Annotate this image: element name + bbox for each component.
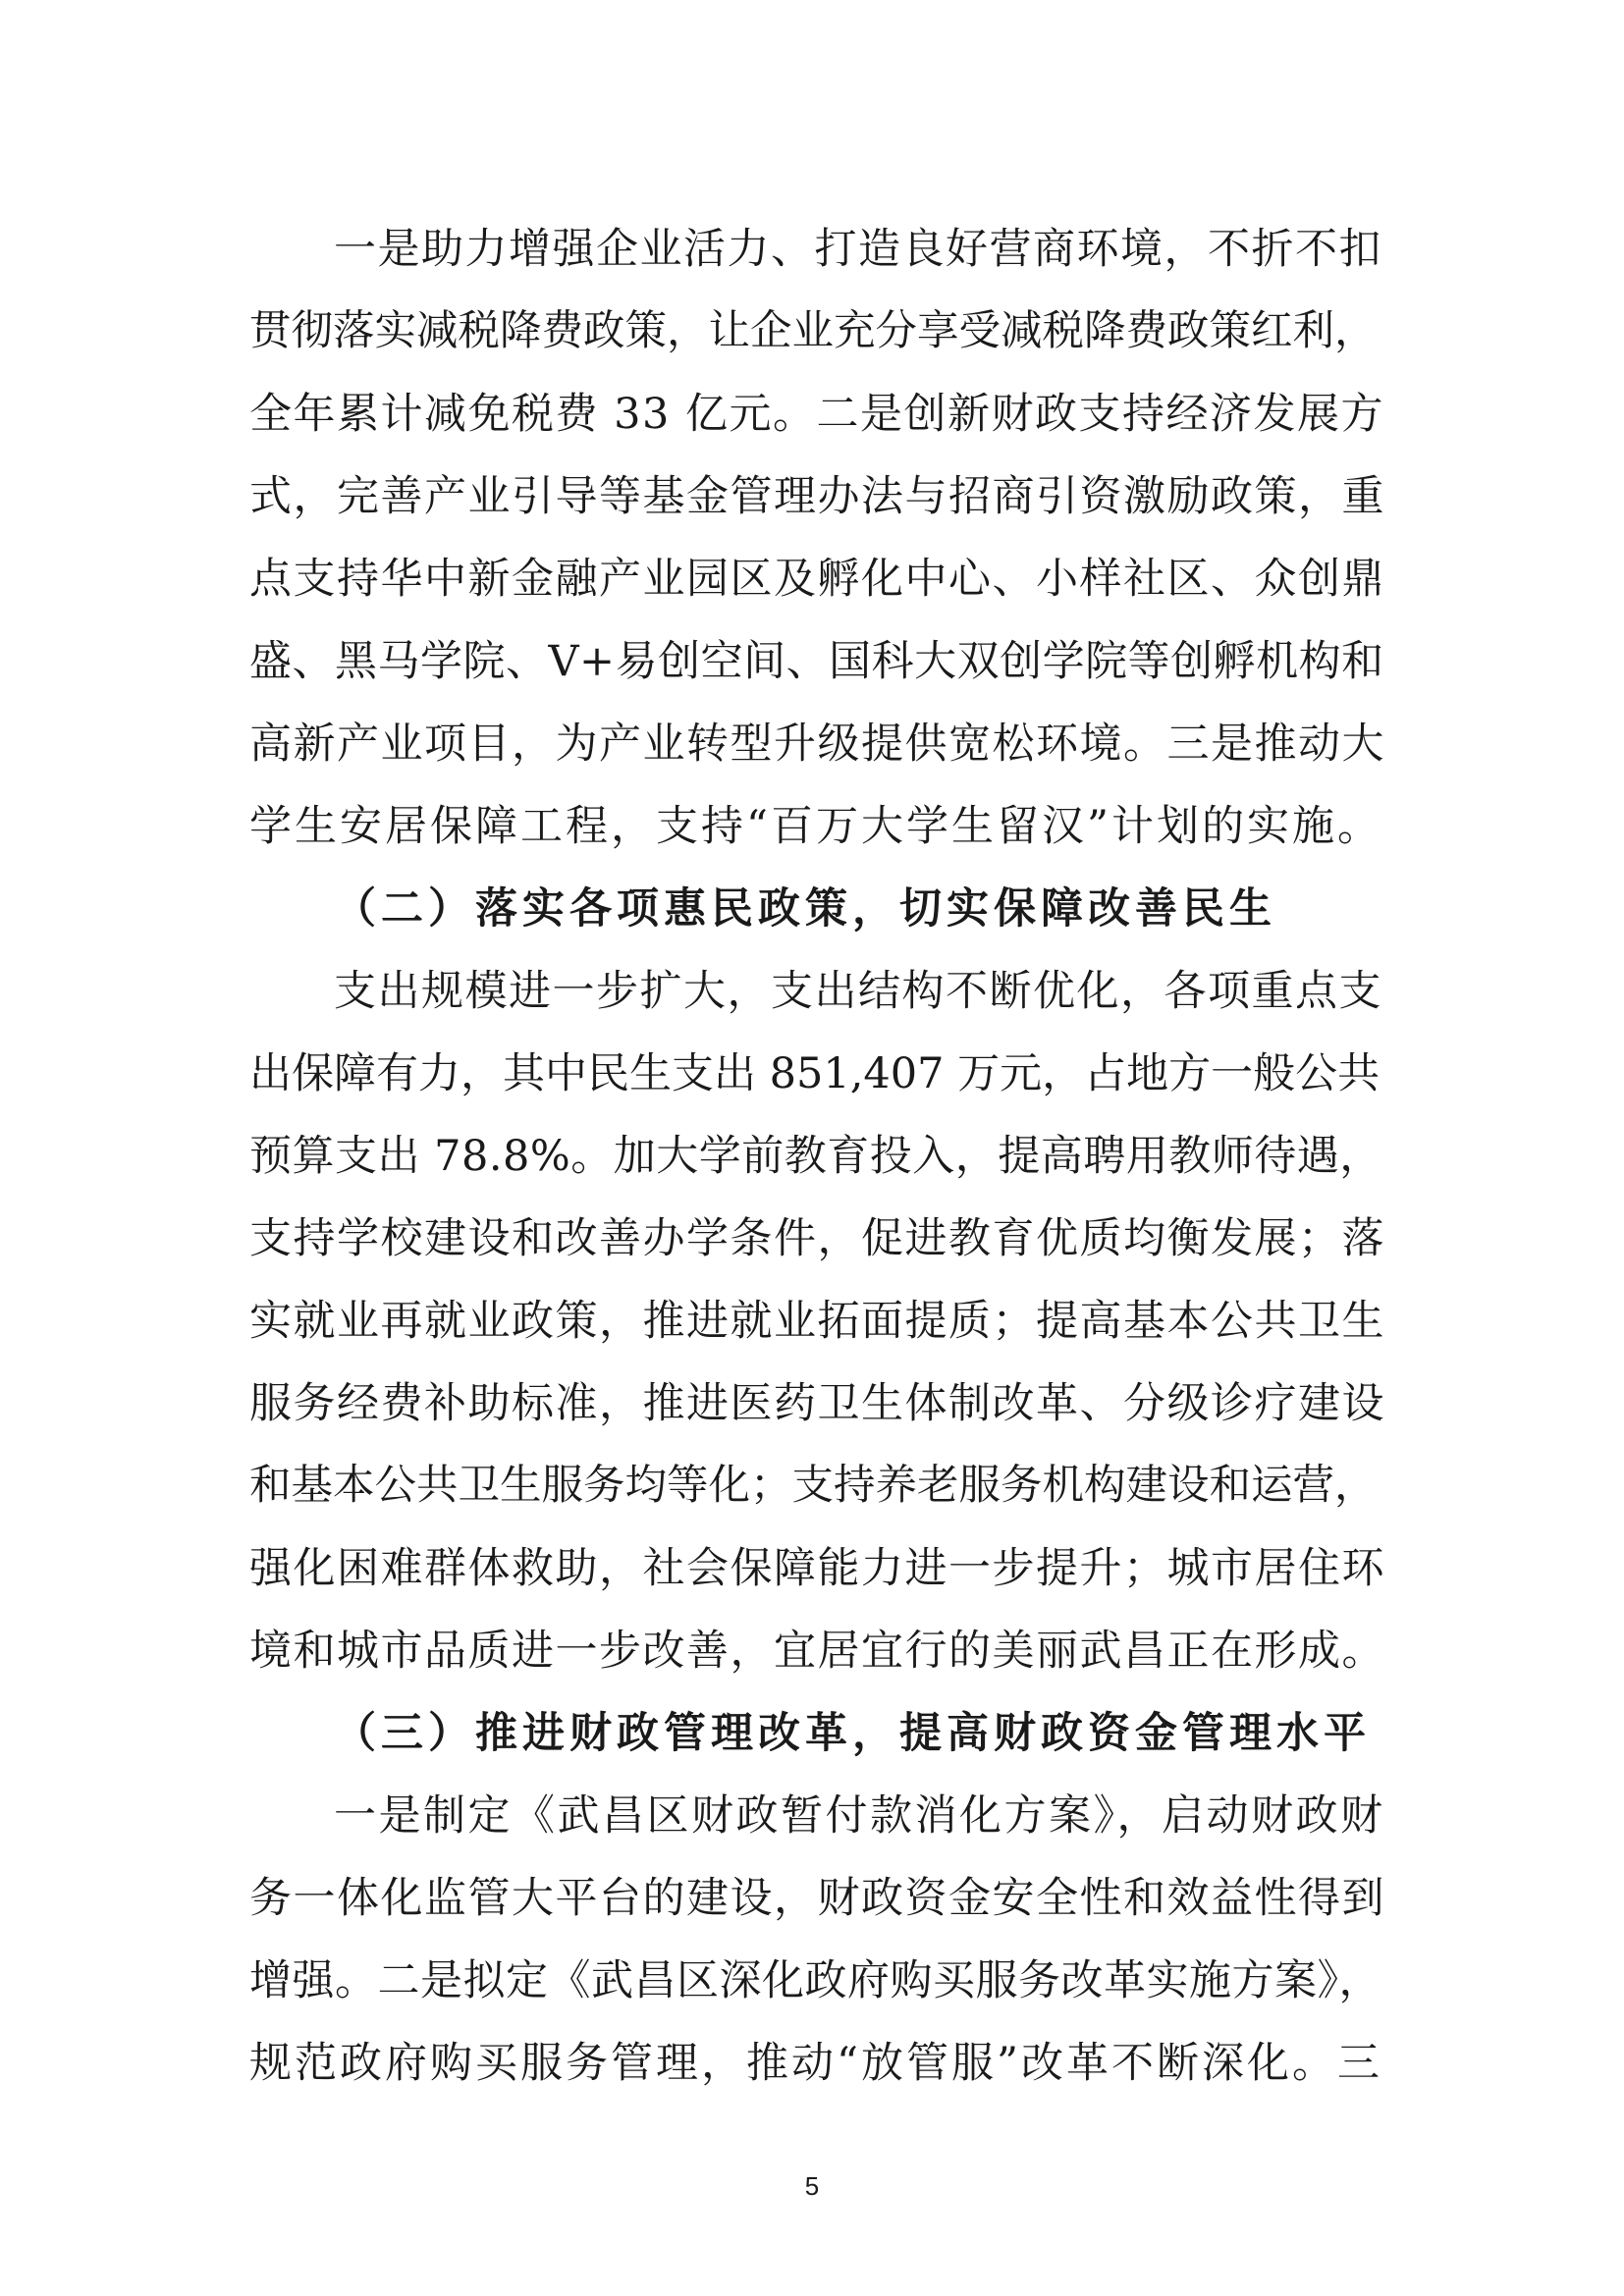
section-heading-3: （三）推进财政管理改革，提高财政资金管理水平 <box>334 1709 1371 1758</box>
paragraph-3-line-3: 增强。二是拟定《武昌区深化政府购买服务改革实施方案》， <box>249 1956 1381 2005</box>
paragraph-2-line-4: 支持学校建设和改善办学条件，促进教育优质均衡发展；落 <box>249 1214 1385 1263</box>
paragraph-2-line-3: 预算支出 78.8%。加大学前教育投入，提高聘用教师待遇， <box>249 1132 1382 1181</box>
paragraph-2-line-5: 实就业再就业政策，推进就业拓面提质；提高基本公共卫生 <box>249 1297 1385 1346</box>
paragraph-3-line-4: 规范政府购买服务管理，推动“放管服”改革不断深化。三 <box>249 2039 1382 2088</box>
section-heading-2: （二）落实各项惠民政策，切实保障改善民生 <box>334 884 1276 934</box>
paragraph-2-line-2: 出保障有力，其中民生支出 851,407 万元，占地方一般公共 <box>249 1049 1380 1098</box>
page-number: 5 <box>804 2171 820 2201</box>
paragraph-1-line-7: 高新产业项目，为产业转型升级提供宽松环境。三是推动大 <box>249 720 1385 769</box>
paragraph-1-line-5: 点支持华中新金融产业园区及孵化中心、小样社区、众创鼎 <box>249 555 1385 604</box>
paragraph-2-line-6: 服务经费补助标准，推进医药卫生体制改革、分级诊疗建设 <box>249 1379 1385 1428</box>
paragraph-1-line-8: 学生安居保障工程，支持“百万大学生留汉”计划的实施。 <box>249 802 1382 851</box>
paragraph-1-line-6: 盛、黑马学院、V+易创空间、国科大双创学院等创孵机构和 <box>249 637 1384 686</box>
paragraph-1-line-4: 式，完善产业引导等基金管理办法与招商引资激励政策，重 <box>249 472 1385 521</box>
paragraph-2-line-1: 支出规模进一步扩大，支出结构不断优化，各项重点支 <box>334 967 1382 1016</box>
paragraph-2-line-7: 和基本公共卫生服务均等化；支持养老服务机构建设和运营， <box>249 1462 1377 1510</box>
paragraph-1-line-3: 全年累计减免税费 33 亿元。二是创新财政支持经济发展方 <box>249 390 1385 439</box>
paragraph-2-line-9: 境和城市品质进一步改善，宜居宜行的美丽武昌正在形成。 <box>249 1627 1385 1676</box>
paragraph-3-line-2: 务一体化监管大平台的建设，财政资金安全性和效益性得到 <box>249 1874 1385 1923</box>
paragraph-1-line-2: 贯彻落实减税降费政策，让企业充分享受减税降费政策红利， <box>249 307 1377 355</box>
paragraph-3-line-1: 一是制定《武昌区财政暂付款消化方案》，启动财政财 <box>334 1791 1385 1841</box>
paragraph-2-line-8: 强化困难群体救助，社会保障能力进一步提升；城市居住环 <box>249 1544 1385 1593</box>
paragraph-1-line-1: 一是助力增强企业活力、打造良好营商环境，不折不扣 <box>334 225 1382 274</box>
